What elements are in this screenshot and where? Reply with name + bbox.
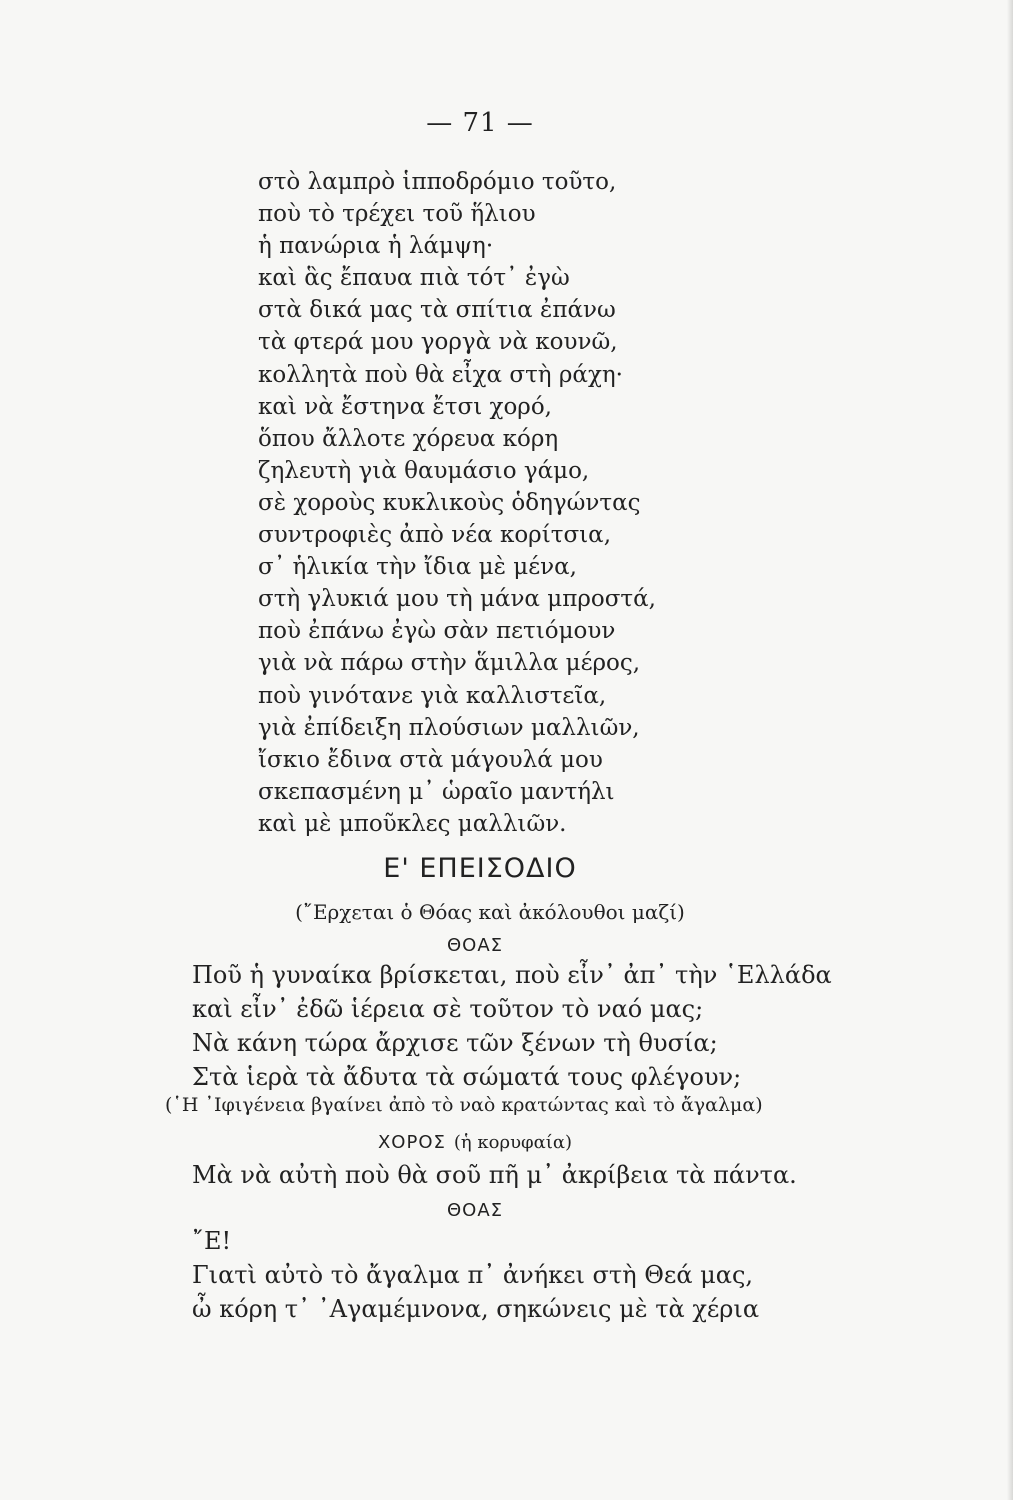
speech-line: ὦ κόρη τ᾿ ᾿Αγαμέμνονα, σηκώνεις μὲ τὰ χέρια [192,1295,760,1323]
verse-line: καὶ ἃς ἔπαυα πιὰ τότ᾿ ἐγὼ [258,265,570,292]
verse-line: κολλητὰ ποὺ θὰ εἶχα στὴ ράχη· [258,361,623,388]
verse-line: γιὰ νὰ πάρω στὴν ἅμιλλα μέρος, [258,650,641,677]
verse-line: στὴ γλυκιά μου τὴ μάνα μπροστά, [258,586,656,613]
verse-line: ὅπου ἄλλοτε χόρευα κόρη [258,425,559,452]
speaker-note: (ἡ κορυφαία) [453,1132,573,1153]
stage-direction: (῾Η ᾿Ιφιγένεια βγαίνει ἀπὸ τὸ ναὸ κρατώντας καὶ τὸ ἄγαλμα) [165,1094,763,1116]
speech-line: Γιατὶ αὐτὸ τὸ ἄγαλμα π᾿ ἀνήκει στὴ Θεά μας, [192,1261,754,1289]
verse-line: καὶ μὲ μποῦκλες μαλλιῶν. [258,810,567,837]
verse-line: ἡ πανώρια ἡ λάμψη· [258,233,494,260]
speaker-name [0,935,950,956]
speech-line: Μὰ νὰ αὐτὴ ποὺ θὰ σοῦ πῆ μ᾿ ἀκρίβεια τὰ πάντα. [192,1161,797,1189]
speaker-label: ΘΟΑΣ [446,935,504,956]
verse-line: σὲ χοροὺς κυκλικοὺς ὁδηγώντας [258,489,641,516]
speech-line: Ποῦ ἡ γυναίκα βρίσκεται, ποὺ εἶν᾿ ἀπ᾿ τὴν ῾Ελλάδα [192,961,832,989]
verse-line: καὶ νὰ ἔστηνα ἔτσι χορό, [258,393,552,420]
verse-line: ποὺ τὸ τρέχει τοῦ ἥλιου [258,201,536,228]
speech-block [192,958,832,1094]
verse-line: ποὺ ἐπάνω ἐγὼ σὰν πετιόμουν [258,618,616,645]
verse-line: τὰ φτερά μου γοργὰ νὰ κουνῶ, [258,329,618,356]
speech-line: ῎Ε! [192,1227,232,1255]
speech-block [192,1158,797,1192]
verse-line: γιὰ ἐπίδειξη πλούσιων μαλλιῶν, [258,714,640,741]
verse-line: συντροφιὲς ἀπὸ νέα κορίτσια, [258,522,612,549]
page-number: — 71 — [426,108,534,138]
verse-block [258,166,656,840]
verse-line: ποὺ γινότανε γιὰ καλλιστεῖα, [258,682,607,709]
verse-line: στὸ λαμπρὸ ἱπποδρόμιο τοῦτο, [258,169,617,195]
verse-line: ἴσκιο ἔδινα στὰ μάγουλά μου [258,746,603,773]
speech-line: καὶ εἶν᾿ ἐδῶ ἱέρεια σὲ τοῦτον τὸ ναό μας; [192,995,704,1023]
speaker-name [0,1200,950,1221]
episode-title: Ε' ΕΠΕΙΣΟΔΙΟ [383,853,577,884]
verse-line: στὰ δικά μας τὰ σπίτια ἐπάνω [258,297,616,324]
speech-block [192,1224,759,1326]
speaker-label: ΘΟΑΣ [446,1200,504,1221]
speech-line: Στὰ ἱερὰ τὰ ἄδυτα τὰ σώματά τους φλέγουν; [192,1063,742,1091]
verse-line: ζηλευτὴ γιὰ θαυμάσιο γάμο, [258,457,590,484]
speech-line: Νὰ κάνη τώρα ἄρχισε τῶν ξένων τὴ θυσία; [192,1029,718,1057]
speaker-name [0,1132,950,1153]
speaker-label: ΧΟΡΟΣ [377,1132,446,1153]
verse-line: σκεπασμένη μ᾿ ὡραῖο μαντήλι [258,778,615,805]
page-edge [1007,0,1013,1500]
verse-line: σ᾿ ἡλικία τὴν ἴδια μὲ μένα, [258,554,577,581]
stage-direction: (῎Ερχεται ὁ Θόας καὶ ἀκόλουθοι μαζί) [295,900,685,924]
